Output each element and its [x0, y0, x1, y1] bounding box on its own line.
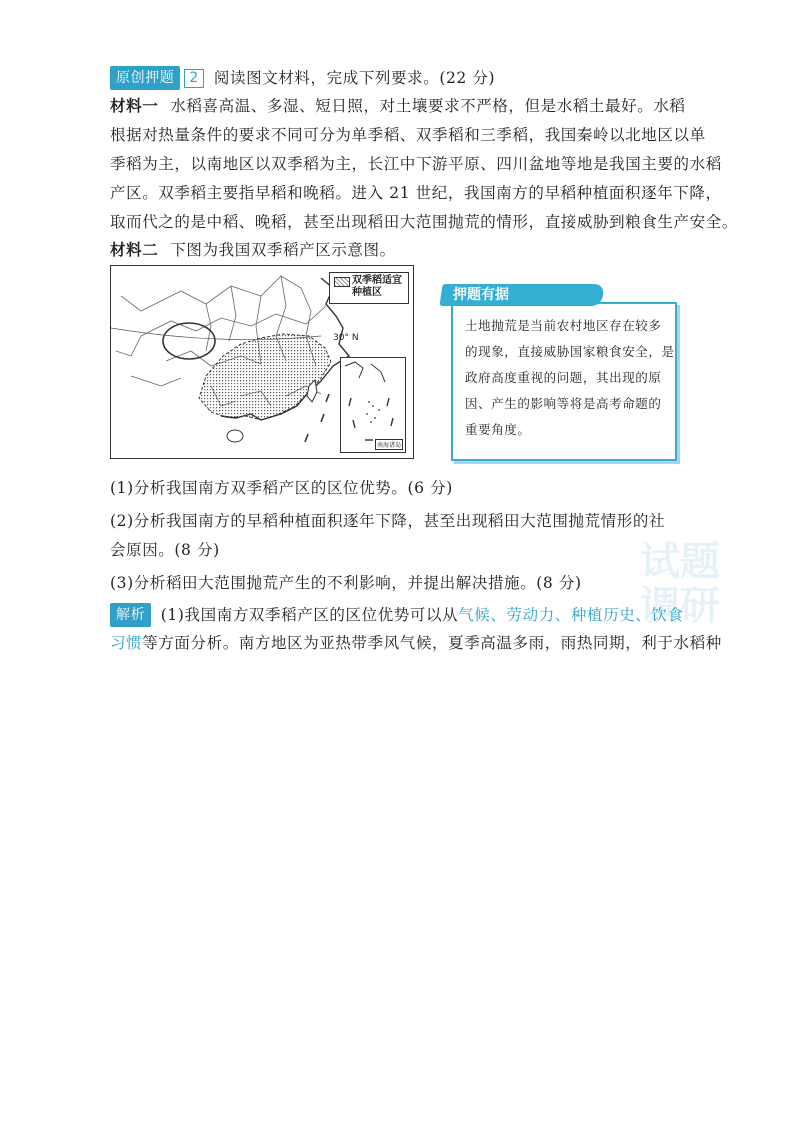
tip-line-4: 因、产生的影响等将是高考命题的 — [465, 396, 662, 411]
legend-swatch — [334, 277, 350, 287]
tip-box — [441, 284, 677, 460]
material1-label: 材料一 — [110, 97, 159, 115]
material1-line5: 取而代之的是中稻、晚稻，甚至出现稻田大范围抛荒的情形，直接威胁到粮食生产安全。 — [110, 213, 738, 231]
analysis-text-1: (1)我国南方双季稻产区的区位优势可以从 — [160, 606, 459, 624]
question-badge: 原创押题 — [110, 66, 180, 90]
material1-line1 — [110, 95, 686, 117]
question-number: 2 — [184, 69, 204, 88]
watermark-line1: 试题 — [640, 539, 720, 585]
tip-title — [439, 284, 604, 306]
analysis-line-2 — [110, 632, 722, 654]
material2-text: 下图为我国双季稻产区示意图。 — [170, 241, 396, 259]
analysis-label: 解析 — [110, 603, 151, 627]
material2-line — [110, 239, 396, 261]
material2-label: 材料二 — [110, 241, 159, 259]
south-china-sea-inset — [340, 357, 406, 453]
analysis-text-2: 等方面分析。南方地区为亚热带季风气候，夏季高温多雨，雨热同期，利于水稻种 — [142, 634, 722, 652]
question-3: (3)分析稻田大范围抛荒产生的不利影响，并提出解决措施。(8 分) — [110, 574, 582, 592]
material1-line4: 产区。双季稻主要指早稻和晚稻。进入 21 世纪，我国南方的早稻种植面积逐年下降， — [110, 184, 722, 202]
question-2: (2)分析我国南方的早稻种植面积逐年下降，甚至出现稻田大范围抛荒情形的社 — [110, 512, 666, 530]
inset-label: 南海诸岛 — [375, 439, 403, 450]
watermark-line2: 调研 — [640, 583, 720, 629]
tip-line-2: 的现象，直接威胁国家粮食安全，是 — [465, 344, 675, 359]
question-1: (1)分析我国南方双季稻产区的区位优势。(6 分) — [110, 479, 453, 497]
inset-drawing — [341, 358, 405, 452]
tip-line-5: 重要角度。 — [465, 422, 531, 437]
tip-title-text: 押题有据 — [453, 287, 509, 303]
question-header — [110, 66, 495, 90]
tip-line-1: 土地抛荒是当前农村地区存在较多 — [465, 318, 662, 333]
analysis-highlight-2: 习惯 — [110, 634, 143, 652]
question-2-cont: 会原因。(8 分) — [110, 541, 220, 559]
legend-text: 双季稻适宜种植区 — [352, 275, 402, 298]
latitude-label: 30° N — [333, 333, 359, 343]
material1-line3: 季稻为主，以南地区以双季稻为主，长江中下游平原、四川盆地等地是我国主要的水稻 — [110, 155, 722, 173]
double-rice-map — [110, 265, 414, 459]
question-prompt: 阅读图文材料，完成下列要求。(22 分) — [213, 69, 496, 87]
material1-text: 水稻喜高温、多湿、短日照，对土壤要求不严格，但是水稻土最好。水稻 — [170, 97, 686, 115]
map-legend — [329, 272, 409, 304]
tip-body — [451, 302, 677, 461]
material1-line2: 根据对热量条件的要求不同可分为单季稻、双季稻和三季稻，我国秦岭以北地区以单 — [110, 126, 706, 144]
analysis-highlight-1: 气候、劳动力、种植历史、饮食 — [458, 606, 684, 624]
tip-line-3: 政府高度重视的问题，其出现的原 — [465, 370, 662, 385]
analysis-line-1 — [110, 603, 684, 627]
